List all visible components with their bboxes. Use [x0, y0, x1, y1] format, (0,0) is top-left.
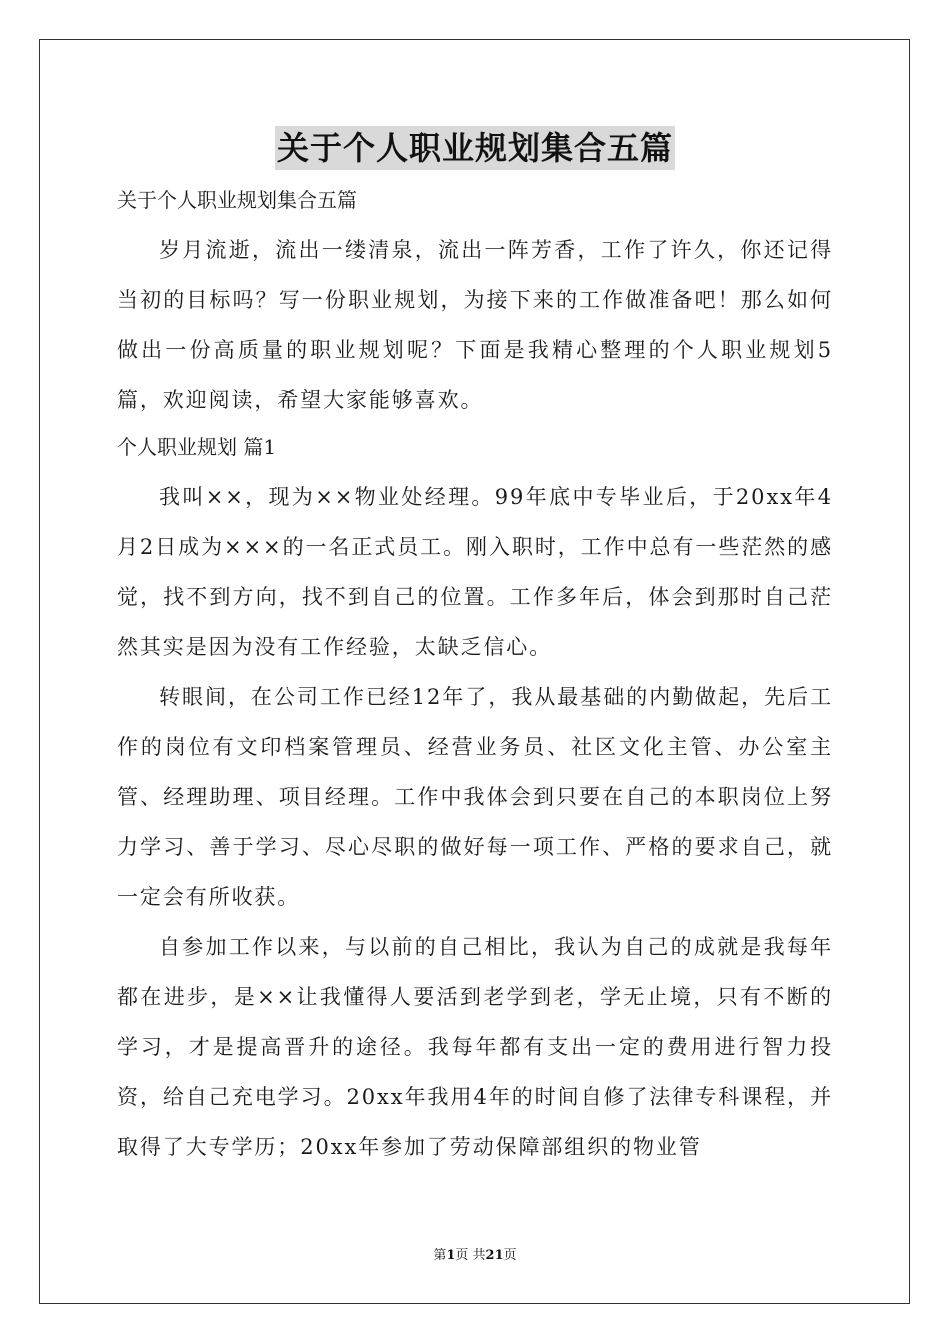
body-paragraph: 转眼间，在公司工作已经12年了，我从最基础的内勤做起，先后工作的岗位有文印档案管理员、经营业务员、社区文化主管、办公室主管、经理助理、项目经理。工作中我体会到只要在自己的本职岗位上努力学习、善于学习、尽心尽职的做好每一项工作、严格的要求自己，就一定会有所收获。 [117, 685, 833, 909]
body-paragraph: 自参加工作以来，与以前的自己相比，我认为自己的成就是我每年都在进步，是××让我懂得人要活到老学到老，学无止境，只有不断的学习，才是提高晋升的途径。我每年都有支出一定的费用进行智力投资，给自己充电学习。20xx年我用4年的时间自修了法律专科课程，并取得了大专学历；20xx年参加了劳动保障部组织的物业管 [117, 935, 833, 1159]
page-mid-text: 页 共 [455, 1248, 486, 1263]
intro-paragraph: 岁月流逝，流出一缕清泉，流出一阵芳香，工作了许久，你还记得当初的目标吗？写一份职业规划，为接下来的工作做准备吧！那么如何做出一份高质量的职业规划呢？下面是我精心整理的个人职业规划5篇，欢迎阅读，希望大家能够喜欢。 [117, 238, 833, 412]
document-title: 关于个人职业规划集合五篇 [275, 126, 675, 170]
title-container [0, 126, 950, 170]
page-total-number: 21 [485, 1248, 504, 1263]
page-footer [0, 1244, 950, 1263]
document-subtitle: 关于个人职业规划集合五篇 [117, 188, 357, 212]
page-suffix: 页 [503, 1248, 517, 1263]
section-heading: 个人职业规划 篇1 [117, 435, 277, 459]
document-body [117, 180, 833, 1172]
page-current-number: 1 [446, 1248, 456, 1263]
page-prefix: 第 [433, 1248, 447, 1263]
body-paragraph: 我叫××，现为××物业处经理。99年底中专毕业后，于20xx年4月2日成为×××的一名正式员工。刚入职时，工作中总有一些茫然的感觉，找不到方向，找不到自己的位置。工作多年后，体会到那时自己茫然其实是因为没有工作经验，太缺乏信心。 [117, 485, 833, 659]
